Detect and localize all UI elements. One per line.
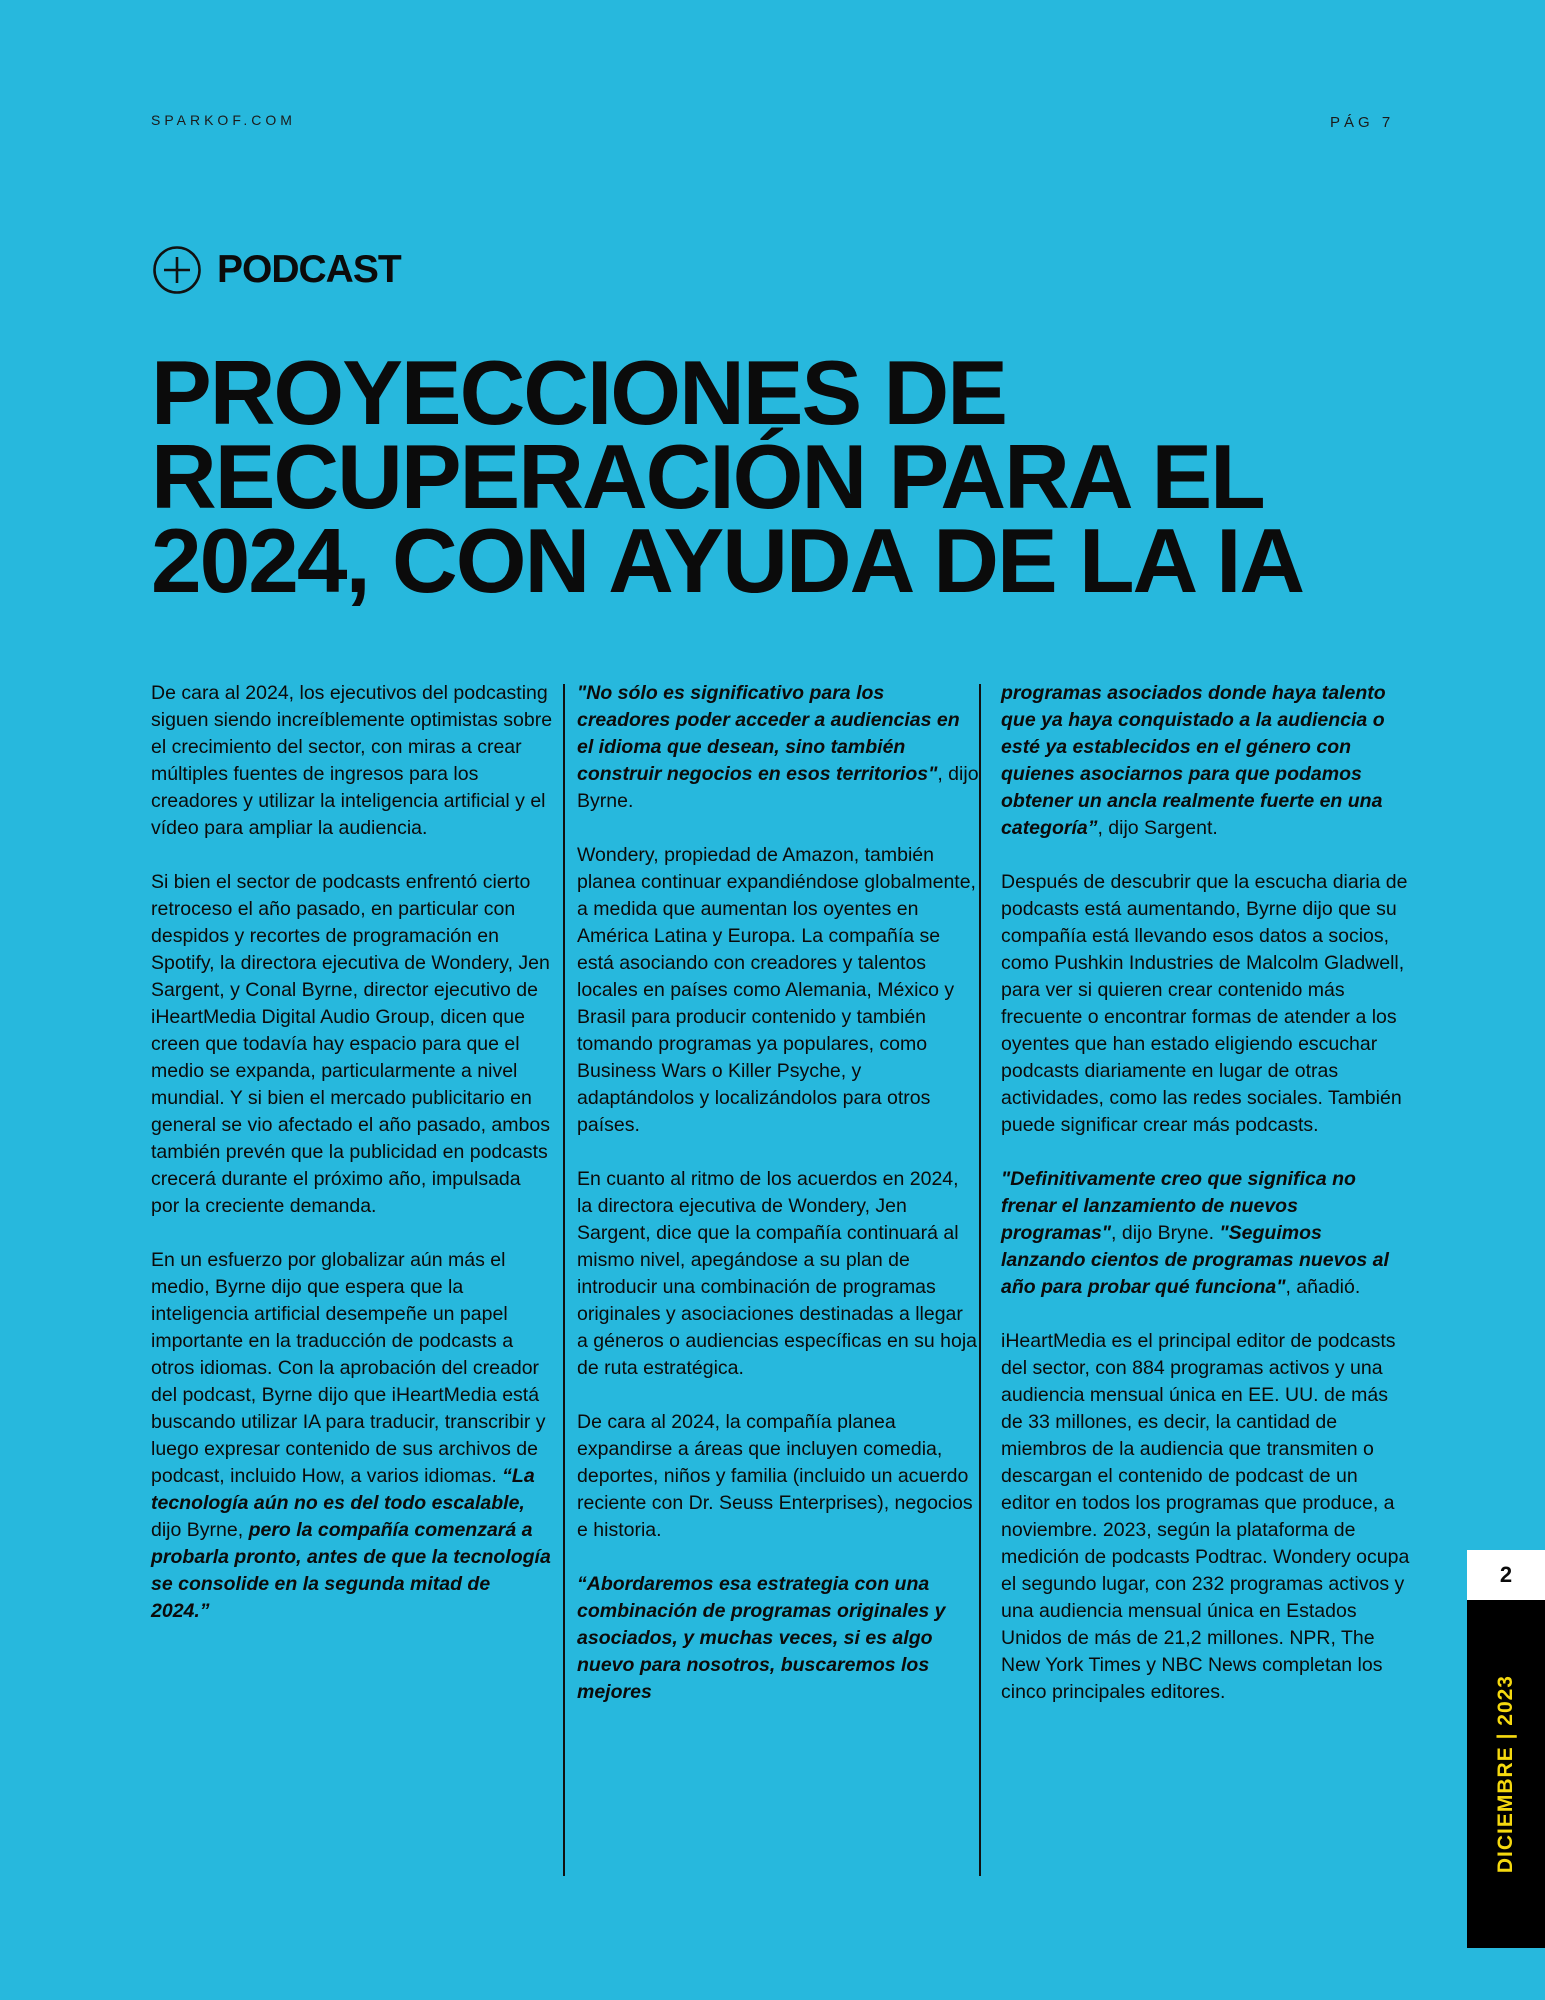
paragraph-text: dijo Byrne, bbox=[151, 1519, 249, 1541]
article-column-2 bbox=[577, 680, 979, 1733]
paragraph bbox=[577, 680, 979, 815]
quote: "No sólo es significativo para los creadores poder acceder a audiencias en el idioma que desean, sino también construir negocios en esos territorios" bbox=[577, 682, 960, 785]
paragraph-text: , dijo Sargent. bbox=[1097, 817, 1218, 839]
paragraph-text: , añadió. bbox=[1285, 1276, 1361, 1298]
paragraph-text: , dijo Byrne. bbox=[577, 763, 979, 812]
headline-line: PROYECCIONES DE bbox=[151, 343, 1006, 444]
paragraph: De cara al 2024, la compañía planea expandirse a áreas que incluyen comedia, deportes, niños y familia (incluido un acuerdo reciente con Dr. Seuss Enterprises), negocios e historia. bbox=[577, 1411, 973, 1541]
paragraph: En cuanto al ritmo de los acuerdos en 2024, la directora ejecutiva de Wondery, Jen Sargent, dice que la compañía continuará al mismo nivel, apegándose a su plan de introducir una combinación de programas originales y asociaciones destinadas a llegar a géneros o audiencias específicas en su hoja de ruta estratégica. bbox=[577, 1168, 978, 1379]
quote: programas asociados donde haya talento que ya haya conquistado a la audiencia o esté ya establecidos en el género con quienes asociarnos para que podamos obtener un ancla realmente fuerte en una categoría” bbox=[1001, 682, 1386, 839]
site-name: SPARKOF.COM bbox=[151, 112, 296, 128]
paragraph: De cara al 2024, los ejecutivos del podcasting siguen siendo increíblemente optimistas sobre el crecimiento del sector, con miras a crear múltiples fuentes de ingresos para los creadores y utilizar la inteligencia artificial y el vídeo para ampliar la audiencia. bbox=[151, 682, 553, 839]
quote: “La tecnología aún no es del todo escalable, bbox=[151, 1465, 535, 1514]
headline bbox=[151, 343, 1411, 612]
paragraph bbox=[1001, 680, 1411, 842]
headline-line: 2024, CON AYUDA DE LA IA bbox=[151, 511, 1304, 612]
paragraph bbox=[151, 1247, 553, 1625]
quote: "Seguimos lanzando cientos de programas nuevos al año para probar qué funciona" bbox=[1001, 1222, 1389, 1298]
paragraph-text: En un esfuerzo por globalizar aún más el medio, Byrne dijo que espera que la inteligencia artificial desempeñe un papel importante en la traducción de podcasts a otros idiomas. Con la aprobación del creador del podcast, Byrne dijo que iHeartMedia está buscando utilizar IA para traducir, transcribir y luego expresar contenido de sus archivos de podcast, incluido How, a varios idiomas. bbox=[151, 1249, 546, 1487]
paragraph bbox=[577, 1571, 979, 1706]
paragraph: Después de descubrir que la escucha diaria de podcasts está aumentando, Byrne dijo que su compañía está llevando esos datos a socios, como Pushkin Industries de Malcolm Gladwell, para ver si quieren crear contenido más frecuente o encontrar formas de atender a los oyentes que han estado eligiendo escuchar podcasts diariamente en lugar de otras actividades, como las redes sociales. También puede significar crear más podcasts. bbox=[1001, 871, 1408, 1136]
paragraph: Si bien el sector de podcasts enfrentó cierto retroceso el año pasado, en particular con despidos y recortes de programación en Spotify, la directora ejecutiva de Wondery, Jen Sargent, y Conal Byrne, director ejecutivo de iHeartMedia Digital Audio Group, dicen que creen que todavía hay espacio para que el medio se expanda, particularmente a nivel mundial. Y si bien el mercado publicitario en general se vio afectado el año pasado, ambos también prevén que la publicidad en podcasts crecerá durante el próximo año, impulsada por la creciente demanda. bbox=[151, 871, 550, 1217]
page-number: PÁG 7 bbox=[1330, 114, 1395, 131]
paragraph: iHeartMedia es el principal editor de podcasts del sector, con 884 programas activos y una audiencia mensual única en EE. UU. de más de 33 millones, es decir, la cantidad de miembros de la audiencia que transmiten o descargan el contenido de podcast de un editor en todos los programas que produce, a noviembre. 2023, según la plataforma de medición de podcasts Podtrac. Wondery ocupa el segundo lugar, con 232 programas activos y una audiencia mensual única en Estados Unidos de más de 21,2 millones. NPR, The New York Times y NBC News completan los cinco principales editores. bbox=[1001, 1330, 1410, 1703]
article-column-1 bbox=[151, 680, 553, 1652]
quote: "Definitivamente creo que significa no frenar el lanzamiento de nuevos programas" bbox=[1001, 1168, 1356, 1244]
section-label: PODCAST bbox=[217, 248, 401, 291]
column-divider bbox=[979, 684, 981, 1876]
issue-date: DICIEMBRE | 2023 bbox=[1494, 1674, 1517, 1874]
column-divider bbox=[563, 684, 565, 1876]
section-header bbox=[151, 244, 401, 296]
headline-line: RECUPERACIÓN PARA EL bbox=[151, 427, 1264, 528]
article-column-3 bbox=[1001, 680, 1411, 1733]
issue-number-tab: 2 bbox=[1467, 1550, 1545, 1600]
quote: “Abordaremos esa estrategia con una combinación de programas originales y asociados, y muchas veces, si es algo nuevo para nosotros, buscaremos los mejores bbox=[577, 1573, 946, 1703]
issue-date-tab bbox=[1467, 1600, 1545, 1948]
paragraph-text: , dijo Bryne. bbox=[1111, 1222, 1220, 1244]
quote: pero la compañía comenzará a probarla pronto, antes de que la tecnología se consolide en la segunda mitad de 2024.” bbox=[151, 1519, 551, 1622]
paragraph: Wondery, propiedad de Amazon, también planea continuar expandiéndose globalmente, a medida que aumentan los oyentes en América Latina y Europa. La compañía se está asociando con creadores y talentos locales en países como Alemania, México y Brasil para producir contenido y también tomando programas ya populares, como Business Wars o Killer Psyche, y adaptándolos y localizándolos para otros países. bbox=[577, 844, 976, 1136]
paragraph bbox=[1001, 1166, 1411, 1301]
plus-circle-icon bbox=[151, 244, 203, 296]
